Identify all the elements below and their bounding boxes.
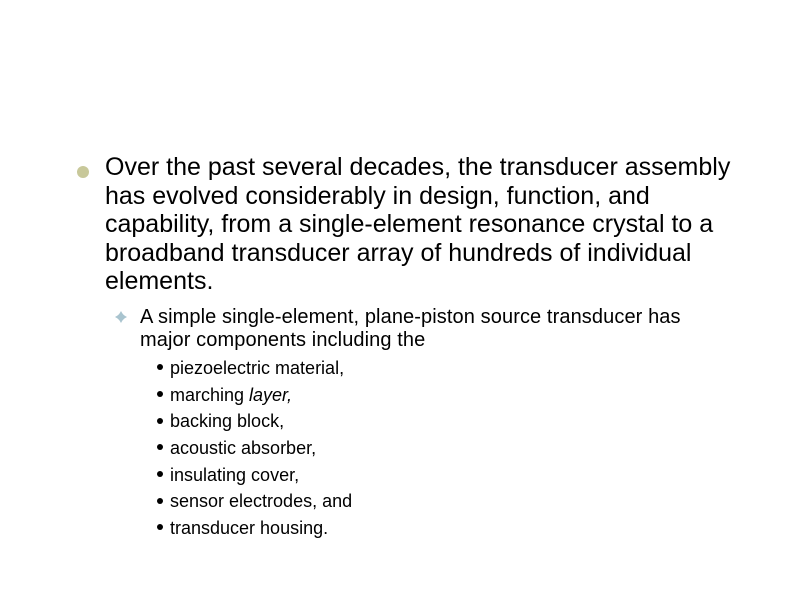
component-text: insulating cover,	[170, 464, 300, 485]
components-list	[155, 355, 352, 542]
black-dot-bullet-icon	[157, 524, 163, 530]
olive-disc-bullet-icon	[77, 166, 89, 178]
component-text: piezoelectric material,	[170, 358, 345, 378]
component-text: marching	[170, 384, 250, 405]
main-bullet-text: Over the past several decades, the transducer assembly has evolved considerably in design, function, and capability, from a single-element resonance crystal to a broadband transducer array of hundreds of individual elements.	[105, 153, 731, 296]
list-item	[155, 355, 352, 382]
black-dot-bullet-icon	[157, 498, 163, 504]
list-item	[155, 435, 352, 462]
black-dot-bullet-icon	[157, 444, 163, 450]
component-text: acoustic absorber,	[170, 438, 317, 459]
black-dot-bullet-icon	[157, 391, 163, 397]
list-item	[155, 408, 352, 435]
black-dot-bullet-icon	[157, 364, 163, 370]
teal-diamond-bullet-icon	[115, 311, 127, 323]
component-text: transducer housing.	[170, 518, 329, 539]
list-item	[155, 462, 352, 489]
component-text: backing block,	[170, 411, 285, 432]
list-item	[155, 488, 352, 515]
sub-bullet-text: A simple single-element, plane-piston source transducer has major components including the	[140, 306, 681, 351]
black-dot-bullet-icon	[157, 471, 163, 477]
list-item	[155, 515, 352, 542]
component-text-italic: layer,	[249, 384, 293, 405]
black-dot-bullet-icon	[157, 418, 163, 424]
component-text: sensor electrodes, and	[170, 491, 353, 512]
list-item	[155, 382, 352, 409]
